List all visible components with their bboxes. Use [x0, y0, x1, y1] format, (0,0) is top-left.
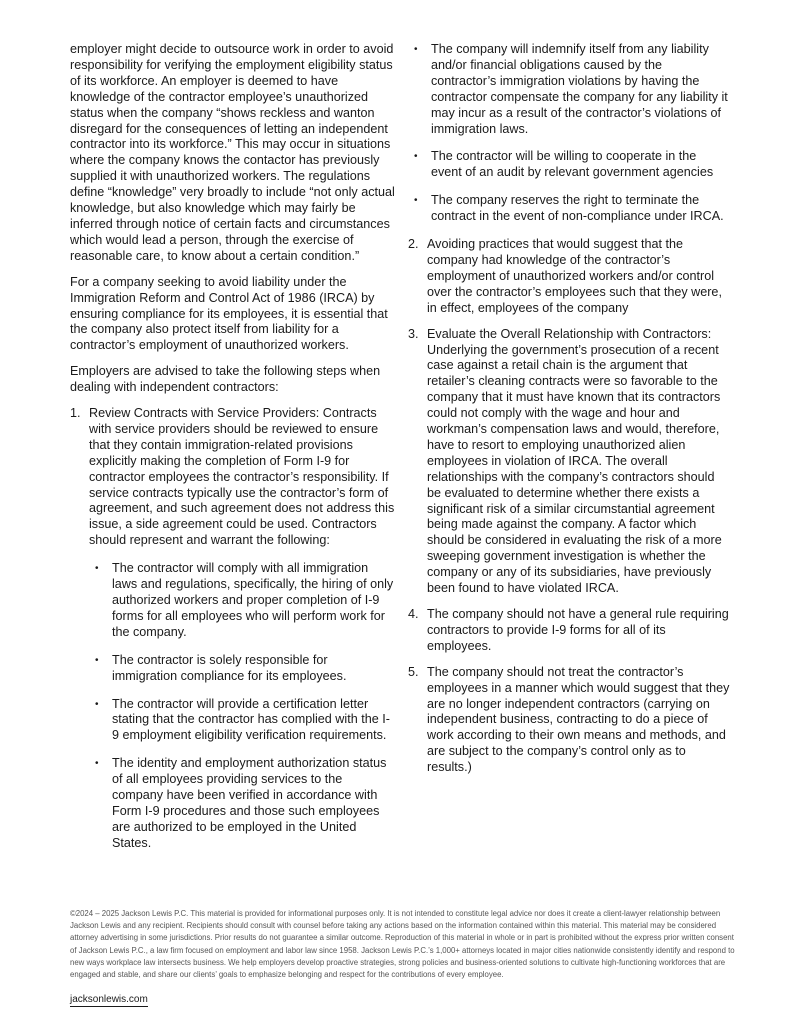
step-5: [408, 665, 730, 776]
bullet-text: The company will indemnify itself from any liability and/or financial obligations caused by the contractor’s immigration violations by having the contractor compensate the company for any liability it may incur as a result of the contractor’s violations of immigration laws.: [431, 42, 728, 136]
step-text: Avoiding practices that would suggest that the company had knowledge of the contractor’s employment of unauthorized workers and/or control over the contractor’s employees such that they were, in effect, employees of the company: [427, 237, 722, 315]
step-text: Review Contracts with Service Providers: Contracts with service providers should be reviewed to ensure that they contain immigration-related provisions explicitly making the completion of Form I-9 for contractor employees the contractor’s responsibility. If service contracts typically use the contractor’s form of agreement, and such agreement does not address this issue, a side agreement could be used. Contractors should represent and warrant the following:: [89, 406, 395, 548]
warranty-bullet-list-continued: [408, 42, 730, 225]
bullet-icon: •: [95, 563, 99, 575]
bullet-icon: •: [95, 654, 99, 666]
intro-paragraph: employer might decide to outsource work in order to avoid responsibility for verifying the employment eligibility status of its workforce. An employer is deemed to have knowledge of the contractor employee’s unauthorized status when the company “shows reckless and wanton disregard for the consequences of letting an independent contractor into its workforce.” This may occur in situations where the company knows the contactor has previously supplied it with unauthorized workers. The regulations define “knowledge” very broadly to include “not only actual knowledge, but also knowledge which may fairly be inferred through notice of certain facts and circumstances which would lead a person, through the exercise of reasonable care, to know about a certain condition.”: [70, 42, 395, 263]
bullet-icon: •: [414, 151, 418, 163]
steps-intro-paragraph: Employers are advised to take the following steps when dealing with independent contractors:: [70, 364, 381, 395]
left-column: [70, 42, 395, 864]
bullet-icon: •: [414, 195, 418, 207]
bullet-item: [89, 561, 395, 641]
step-2: [408, 237, 730, 317]
bullet-item: [408, 42, 730, 137]
bullet-item: [89, 697, 395, 745]
step-text: Evaluate the Overall Relationship with Contractors: Underlying the government’s prosecution of a recent case against a retail chain is the argument that retailer’s cleaning contracts were so favorable to the company that it must have known that its contractors could not comply with the wage and hour and workman’s compensation laws and would, therefore, have to resort to employing unauthorized alien employees in violation of IRCA. The overall relationships with the company’s contractors should be evaluated to determine whether there exists a significant risk of a similar circumstantial agreement being made against the company. A factor which should be considered in evaluating the risk of a more sweeping government investigation is whether the company or any of its subsidiaries, have previously been found to have violated IRCA.: [427, 326, 722, 596]
irca-paragraph: For a company seeking to avoid liability under the Immigration Reform and Control Act of 1986 (IRCA) by ensuring compliance for its employees, it is essential that the company also protect itself from liability for a contractor’s employment of unauthorized workers.: [70, 274, 388, 353]
bullet-text: The contractor will provide a certification letter stating that the contractor has complied with the I-9 employment eligibility verification requirements.: [112, 696, 390, 743]
step-text: The company should not treat the contractor’s employees in a manner which would suggest that they are no longer independent contractors (carrying on independent business, contracting to do a piece of work according to their own means and methods, and are subject to the company’s control only as to results.): [427, 664, 730, 775]
bullet-item: [89, 653, 395, 685]
step-number: 2.: [408, 237, 419, 252]
bullet-icon: •: [414, 44, 418, 55]
bullet-text: The contractor will be willing to cooperate in the event of an audit by relevant government agencies: [431, 149, 714, 180]
bullet-item: [408, 193, 730, 225]
bullet-icon: •: [95, 758, 99, 770]
bullet-icon: •: [95, 698, 99, 710]
bullet-text: The identity and employment authorization status of all employees providing services to the company have been verified in accordance with Form I-9 procedures and those such employees are authorized to be employed in the United States.: [112, 756, 387, 850]
steps-list-continued: [408, 237, 730, 776]
bullet-text: The contractor is solely responsible for immigration compliance for its employees.: [112, 652, 347, 683]
step-text: The company should not have a general rule requiring contractors to provide I-9 forms for all of its employees.: [427, 607, 729, 653]
right-column: [408, 42, 730, 786]
step-4: [408, 607, 730, 655]
warranty-bullet-list: [89, 561, 395, 852]
bullet-text: The contractor will comply with all immigration laws and regulations, specifically, the hiring of only authorized workers and proper completion of I-9 forms for all employees who will perform work for the company.: [112, 561, 394, 639]
step-number: 1.: [70, 406, 81, 421]
step-number: 4.: [408, 607, 419, 621]
bullet-text: The company reserves the right to terminate the contract in the event of non-compliance under IRCA.: [431, 193, 724, 224]
website-link[interactable]: jacksonlewis.com: [70, 994, 148, 1005]
step-number: 5.: [408, 664, 419, 679]
footer-disclaimer: ©2024 – 2025 Jackson Lewis P.C. This material is provided for informational purposes only. It is not intended to constitute legal advice nor does it create a client-lawyer relationship between Jackson Lewis and any recipient. Recipients should consult with counsel before taking any actions based on the information contained within this material. This material may be considered attorney advertising in some jurisdictions. Prior results do not guarantee a similar outcome. Reproduction of this material in whole or in part is prohibited without the express prior written consent of Jackson Lewis P.C., a law firm focused on employment and labor law since 1958. Jackson Lewis P.C.’s 1,000+ attorneys located in major cities nationwide consistently identify and respond to new ways workplace law intersects business. We help employers develop proactive strategies, strong policies and business-oriented solutions to cultivate high-functioning workforces that are engaged and stable, and share our clients’ goals to emphasize belonging and respect for the contributions of every employee.: [70, 909, 735, 980]
bullet-item: [408, 149, 730, 181]
step-number: 3.: [408, 326, 419, 341]
steps-list: [70, 406, 395, 852]
step-1: [70, 406, 395, 852]
step-3: [408, 327, 730, 597]
bullet-item: [89, 756, 395, 851]
